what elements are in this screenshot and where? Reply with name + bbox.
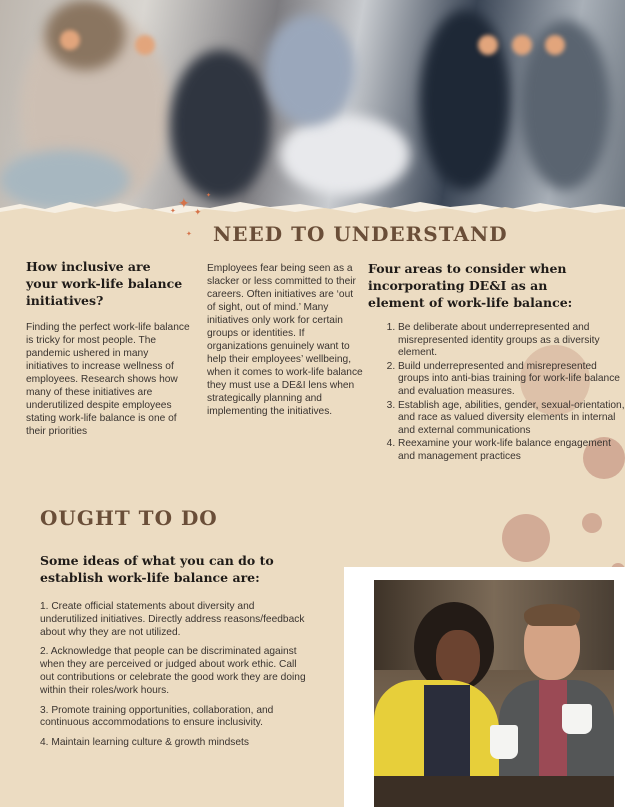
list-item: 4. Maintain learning culture & growth mindsets [40, 737, 249, 749]
sparkle-icon: ✦ [206, 192, 212, 199]
column1-heading: How inclusive are your work-life balance initiatives? [26, 259, 183, 308]
list-item: 2. Acknowledge that people can be discriminated against when they are perceived or judged about work ethic. Call out contributions or celebrate the good work they are doing within their roles/work hours. [40, 646, 306, 696]
list-item: 4. Reexamine your work-life balance engagement and management practices [398, 438, 625, 463]
section-title-ought: OUGHT TO DO [40, 506, 218, 530]
list-item: 1. Be deliberate about underrepresented and misrepresented identity groups as a diversity element. [398, 322, 625, 360]
coworkers-photo [374, 580, 614, 807]
areas-list [368, 322, 625, 465]
sparkle-icon: ✦ [170, 207, 176, 215]
sparkle-icon: ✦ [194, 208, 202, 218]
list-item: 2. Build underrepresented and misrepresented groups into anti-bias training for work-life balance and evaluation measures. [398, 361, 625, 399]
ideas-list [40, 601, 310, 757]
sparkle-icon: ✦ [178, 196, 190, 212]
column3-heading: Four areas to consider when incorporating DE&I as an element of work-life balance: [368, 261, 573, 310]
hero-photo [0, 0, 625, 215]
list-item: 3. Establish age, abilities, gender, sexual-orientation, and race as valued diversity elements in internal and external communications [398, 400, 625, 438]
section-title-need: NEED TO UNDERSTAND [213, 222, 508, 246]
column1-body: Finding the perfect work-life balance is tricky for most people. The pandemic ushered in many initiatives to increase wellness of employees. Research shows how many of these initiatives are underutilized despite employees stating work-life balance is one of their priorities [26, 322, 190, 437]
hero-tear-edge [0, 190, 625, 215]
decorative-circle [582, 513, 602, 533]
sparkle-icon: ✦ [186, 230, 192, 238]
column2-body: Employees fear being seen as a slacker or less committed to their careers. Often initiatives are ‘out of sight, out of mind.’ Many initiatives only work for certain groups or identities. If organizations genuinely want to help their employees’ wellbeing, when it comes to work-life balance they must use a DE&I lens when strategically planning and implementing the initiatives. [207, 263, 363, 417]
list-item: 1. Create official statements about diversity and underutilized initiatives. Directly address reasons/feedback about why they are not utilized. [40, 601, 305, 638]
decorative-circle [502, 514, 550, 562]
ought-heading: Some ideas of what you can do to establish work-life balance are: [40, 553, 274, 585]
list-item: 3. Promote training opportunities, collaboration, and continuous accommodations to ensure inclusivity. [40, 704, 274, 729]
